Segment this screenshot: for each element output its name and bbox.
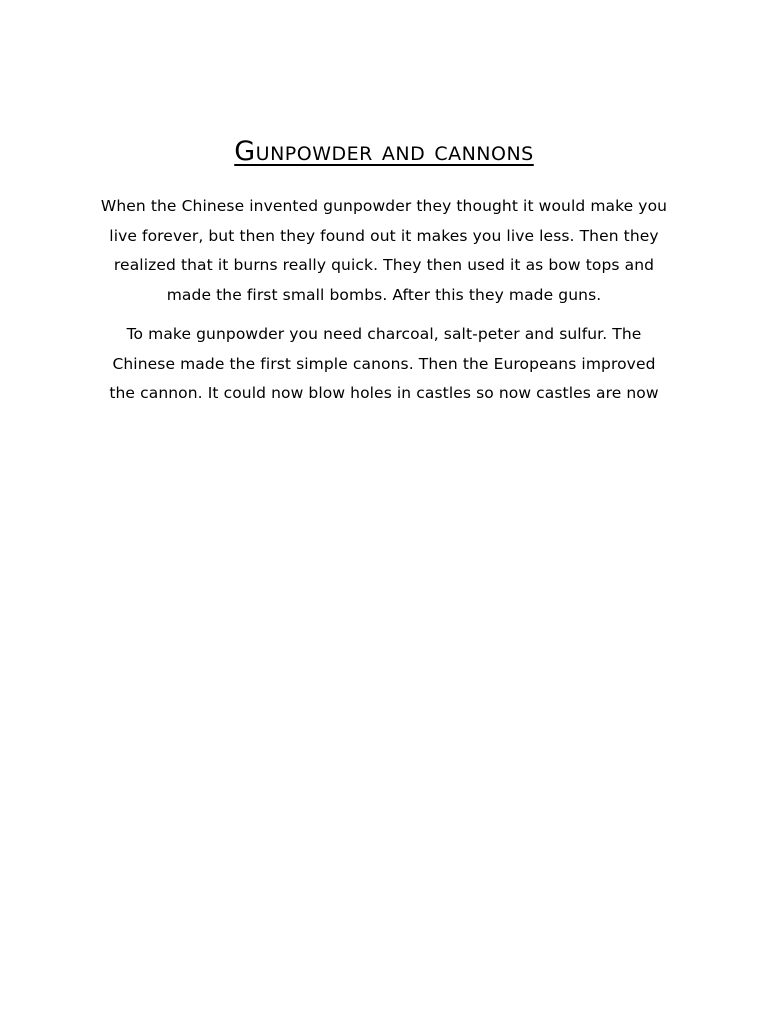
paragraph-2	[84, 320, 684, 409]
paragraph-line: When the Chinese invented gunpowder they thought it would make you	[100, 197, 668, 215]
paragraph-line: Chinese made the first simple canons. Then the Europeans improved	[112, 354, 656, 373]
paragraph-line: the cannon. It could now blow holes in castles so now castles are now	[109, 384, 659, 402]
paragraph-line: To make gunpowder you need charcoal, salt-peter and sulfur. The	[126, 325, 642, 343]
paragraph-line: live forever, but then they found out it makes you live less. Then they	[109, 226, 659, 245]
paragraph-1	[84, 192, 684, 310]
page-title: Gunpowder and cannons	[234, 136, 534, 167]
paragraph-line: made the first small bombs. After this they made guns.	[166, 285, 602, 304]
paragraph-line: realized that it burns really quick. They then used it as bow tops and	[113, 256, 655, 274]
